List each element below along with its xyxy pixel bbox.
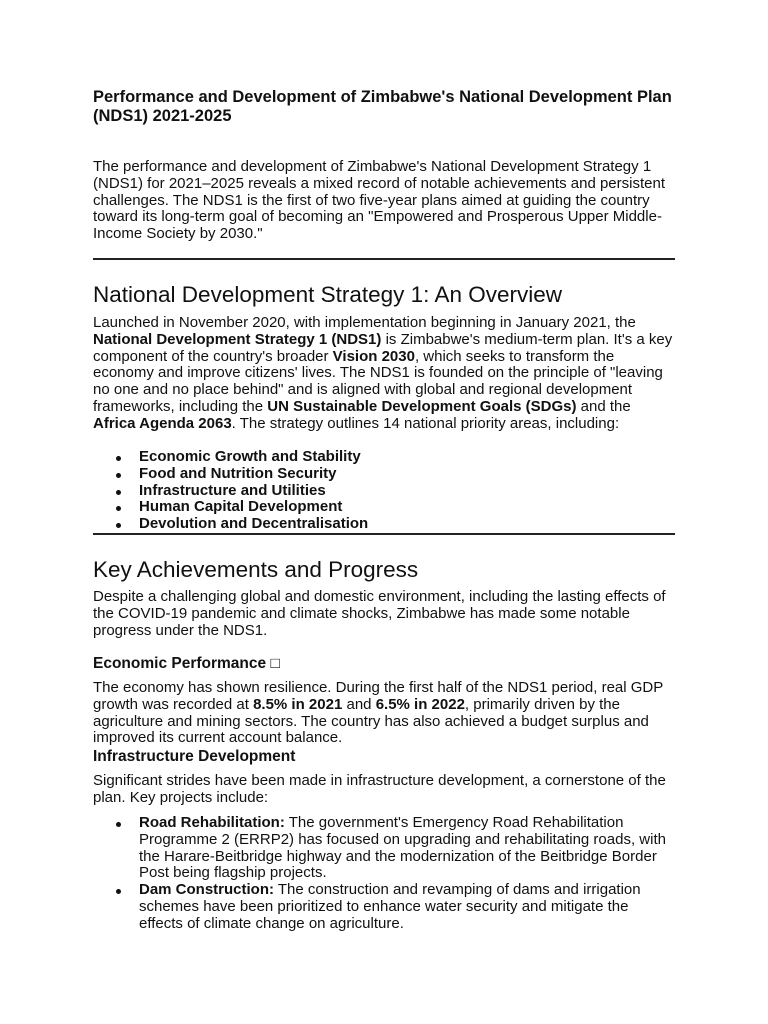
gdp-2021: 8.5% in 2021 [253, 695, 343, 713]
achievements-heading: Key Achievements and Progress [93, 557, 419, 582]
infrastructure-intro: Significant strides have been made in infrastructure development, a cornerstone of the plan. Key projects include: [93, 772, 666, 806]
text-run: and the [576, 397, 631, 415]
list-item [93, 449, 675, 466]
gdp-2022: 6.5% in 2022 [375, 695, 465, 713]
text-run: . The strategy outlines 14 national priority areas, including: [231, 414, 620, 432]
priority-label: Human Capital Development [139, 498, 343, 516]
agenda-2063-term: Africa Agenda 2063 [93, 414, 232, 432]
project-label: Road Rehabilitation: [139, 814, 285, 831]
economic-paragraph [93, 680, 675, 747]
economic-performance-heading: Economic Performance □ [93, 655, 280, 672]
bullet-icon [116, 889, 121, 894]
project-text: The construction and revamping of dams and irrigation schemes have been prioritized to enhance water security and mitigate the effects of climate change on agriculture. [139, 881, 641, 932]
text-run: , which seeks to transform the economy and improve citizens' lives. The NDS1 is founded on the principle of "leaving no one and no place behind" and is aligned with global and regional development frameworks, including the [93, 347, 663, 415]
list-item [93, 882, 675, 932]
infrastructure-heading: Infrastructure Development [93, 748, 296, 765]
list-item [93, 466, 675, 483]
achievements-intro: Despite a challenging global and domestic environment, including the lasting effects of the COVID-19 pandemic and climate shocks, Zimbabwe has made some notable progress under the NDS1. [93, 588, 666, 639]
project-text: The government's Emergency Road Rehabilitation Programme 2 (ERRP2) has focused on upgrading and rehabilitating roads, with the Harare-Beitbridge highway and the modernization of the Beitbridge Border Post being flagship projects. [139, 814, 666, 882]
bullet-icon [116, 822, 121, 827]
text-run: Launched in November 2020, with implementation beginning in January 2021, the [93, 314, 636, 331]
priority-label: Food and Nutrition Security [139, 464, 337, 482]
overview-paragraph [93, 315, 675, 433]
project-label: Dam Construction: [139, 881, 274, 899]
priority-list [93, 449, 675, 533]
text-run: The economy has shown resilience. During the first half of the NDS1 period, real GDP growth was recorded at [93, 679, 663, 713]
bullet-icon [116, 473, 121, 478]
priority-label: Devolution and Decentralisation [139, 515, 369, 533]
sdgs-term: UN Sustainable Development Goals (SDGs) [267, 397, 577, 415]
overview-heading: National Development Strategy 1: An Overview [93, 282, 562, 307]
bullet-icon [116, 456, 121, 461]
document-title: Performance and Development of Zimbabwe's National Development Plan (NDS1) 2021-2025 [93, 88, 672, 125]
section-divider [93, 533, 675, 535]
bullet-icon [116, 490, 121, 495]
text-run: is Zimbabwe's medium-term plan. It's a key component of the country's broader [93, 330, 673, 365]
list-item [93, 499, 675, 516]
list-item [93, 516, 675, 533]
section-divider [93, 258, 675, 260]
list-item [93, 483, 675, 500]
infrastructure-projects-list [93, 815, 675, 933]
vision-2030-term: Vision 2030 [332, 347, 415, 365]
priority-label: Economic Growth and Stability [139, 448, 361, 465]
bullet-icon [116, 523, 121, 528]
text-run: and [342, 695, 376, 713]
list-item [93, 815, 675, 882]
nds1-term: National Development Strategy 1 (NDS1) [93, 330, 382, 348]
text-run: , primarily driven by the agriculture and mining sectors. The country has also achieved a budget surplus and improved its current account balance. [93, 695, 649, 747]
intro-paragraph: The performance and development of Zimbabwe's National Development Strategy 1 (NDS1) for 2021–2025 reveals a mixed record of notable achievements and persistent challenges. The NDS1 is the first of two five-year plans aimed at guiding the country toward its long-term goal of becoming an "Empowered and Prosperous Upper Middle-Income Society by 2030." [93, 158, 665, 243]
bullet-icon [116, 506, 121, 511]
priority-label: Infrastructure and Utilities [139, 481, 326, 499]
